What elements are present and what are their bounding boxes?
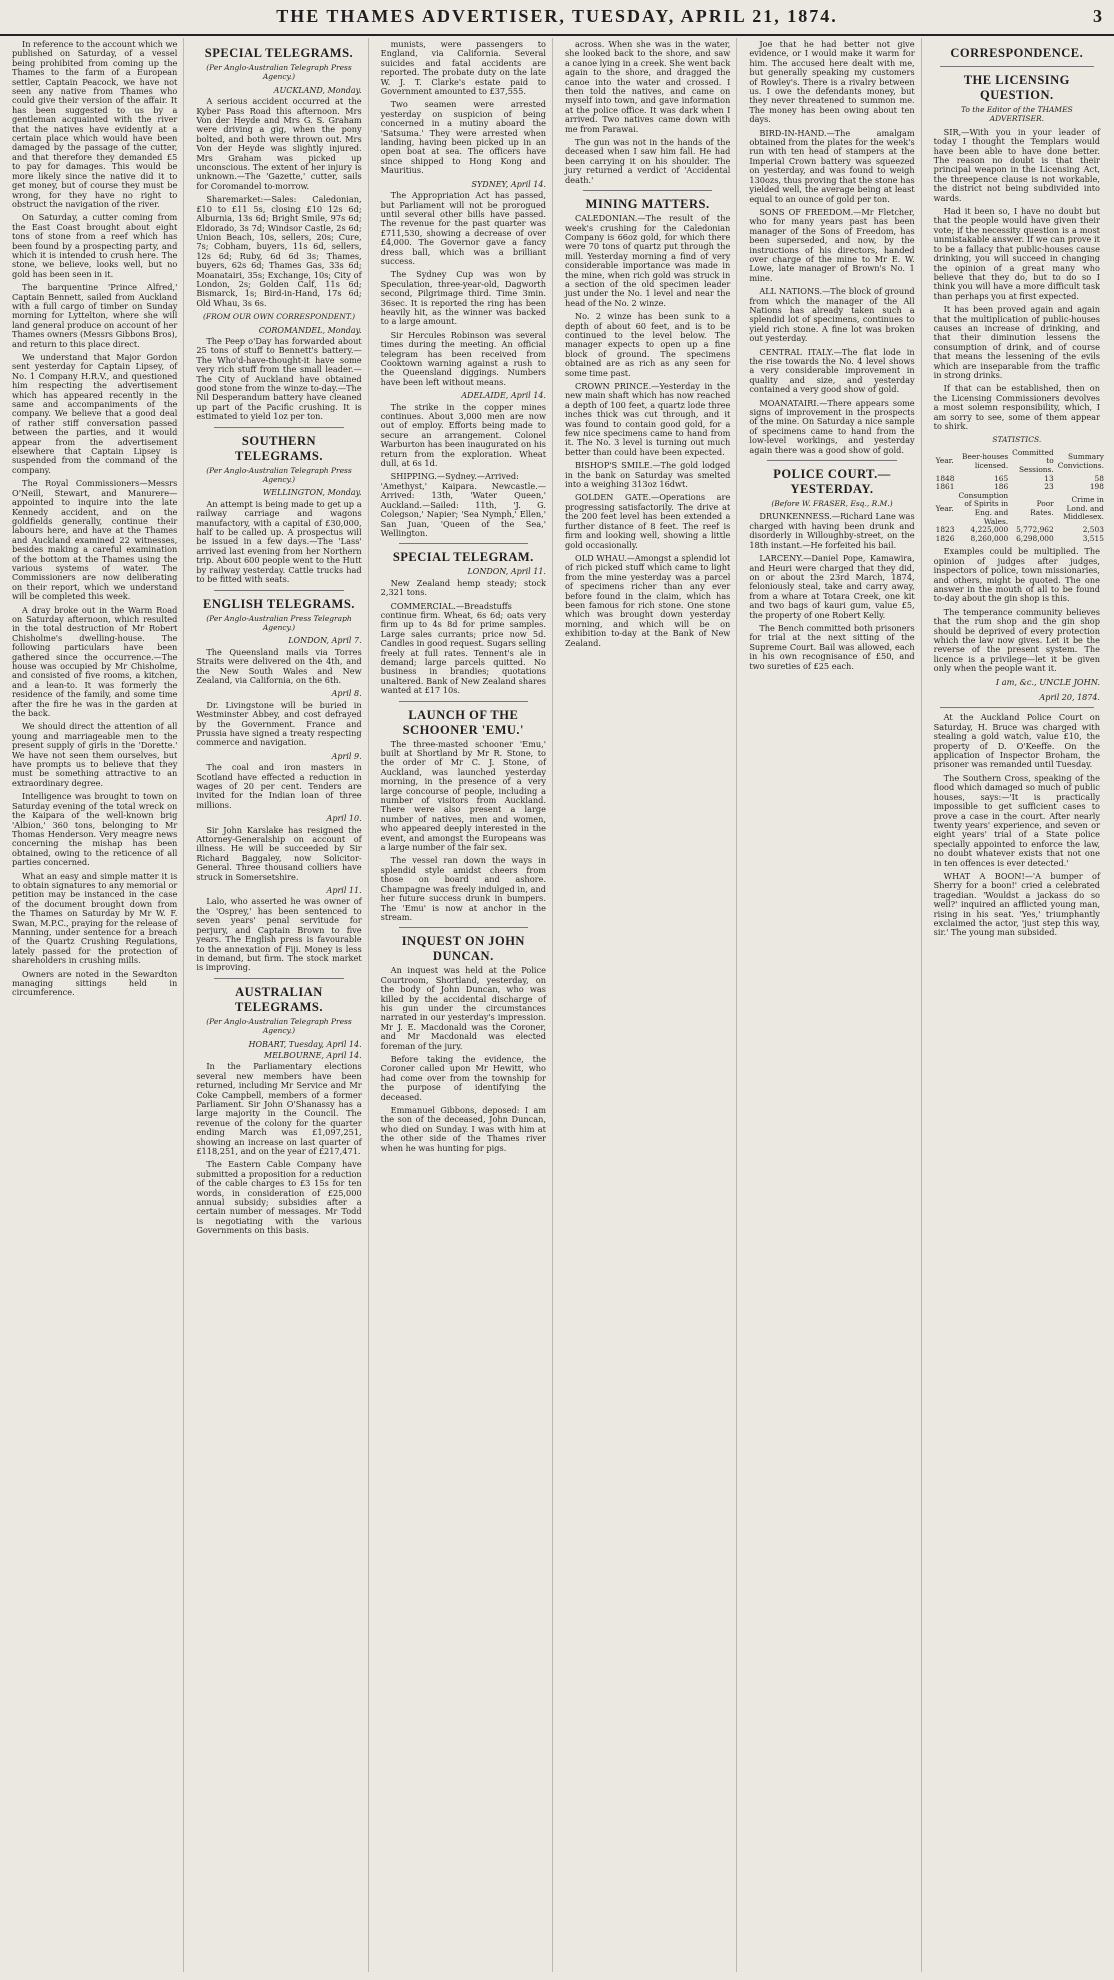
article-paragraph: The Eastern Cable Company have submitted a proposition for a reduction of the cable charges to £3 15s for ten words, in consideration of £25,000 annual subsidy; subsidies after a certain number of messages. Mr Todd is negotiating with the various Governments on this basis. [196,1159,362,1236]
table-header-cell: Poor Rates. [1030,499,1054,517]
table-cell: 4,225,000 [970,525,1009,535]
table-cell: 2,503 [1082,525,1104,535]
article-paragraph: Owners are noted in the Sewardton managing sittings held in circumference. [12,968,178,998]
article-paragraph: LARCENY.—Daniel Pope, Kamawira, and Heuri were charged that they did, on or about the 23rd March, 1874, feloniously steal, take and carry away, from a whare at Totara Creek, one kit and two bags of kauri gum, value £5, the property of one Robert Kelly. [749,553,915,620]
article-paragraph: Lalo, who asserted he was owner of the 'Osprey,' has been sentenced to seven years' penal servitude for perjury, and Captain Brown to five years. The English press is favourable to the annexation of Fiji. Money is less in demand, but firm. The stock market is improving. [196,896,362,973]
article-paragraph: We should direct the attention of all young and marriageable men to the present supply of girls in the 'Dorette.' We have not seen them ourselves, but have prompts us to believe that they must be something attractive to an extraordinary degree. [12,721,178,788]
article-paragraph: No. 2 winze has been sunk to a depth of about 60 feet, and is to be continued to the level below. The manager expects to open up a fine block of ground. The specimens obtained are as rich as any seen for some time past. [564,311,731,378]
table-cell: 8,260,000 [970,533,1009,543]
dateline: SYDNEY, April 14. [471,179,546,189]
columns [8,38,1106,1972]
section-subheading: (Per Anglo-Australian Telegraph Press Agency.) [206,63,352,82]
article-paragraph: The Royal Commissioners—Messrs O'Neill, Stewart, and Manurere—appointed to inquire into the late Kennedy accident, and on the goldfields generally, continue their labours here, and have at the Thames and Auckland examined 22 witnesses, besides making a careful examination of the bottom at the Thames using the various systems of water. The Commissioners are now deliberating on their report, which we understand will be completed this week. [12,478,178,602]
article-paragraph: MOANATAIRI.—There appears some signs of improvement in the prospects of the mine. On Saturday a nice sample of specimens came to hand from the low-level workings, and yesterday again there was a good show of gold. [749,397,915,455]
dateline: LONDON, April 7. [288,636,362,646]
article-paragraph: An inquest was held at the Police Courtroom, Shortland, yesterday, on the body of John Duncan, who was killed by the accidental discharge of his gun under the circumstances narrated in our yesterday's impression. Mr J. E. Macdonald was the Coroner, and Mr Macdonald was elected foreman of the jury. [380,965,546,1051]
article-paragraph: A serious accident occurred at the Kyber Pass Road this afternoon. Mrs Von der Heyde and Mrs G. S. Graham were driving a gig, when the pony bolted, and both were thrown out. Mrs Von der Heyde was slightly injured. Mrs Graham was picked up unconscious. The extent of her injury is unknown.—The 'Gazette,' cutter, sails for Coromandel to-morrow. [196,96,362,191]
page-title: THE THAMES ADVERTISER, TUESDAY, APRIL 21, 1874. [276,6,838,26]
article-paragraph: CROWN PRINCE.—Yesterday in the new main shaft which has now reached a depth of 100 feet, a quartz lode three inches thick was cut through, and it was found to contain good gold, for a few nice specimens came to hand from it. The No. 3 level is turning out much better than could have been expected. [564,381,731,457]
dateline: ADELAIDE, April 14. [461,391,546,401]
column-2 [192,38,368,1972]
divider [940,66,1094,67]
article-paragraph: SIR,—With you in your leader of today I thought the Templars would have been able to have done better. The reason no doubt is that their principal weapon in the Licensing Act, the threepence clause is not workable, the district not being subdivided into wards. [933,126,1100,203]
table-cell: 198 [1089,482,1104,492]
table-header-cell: Year. [935,503,954,513]
article-paragraph: What an easy and simple matter it is to obtain signatures to any memorial or petition may be instanced in the case of the document brought down from the Thames on Saturday by Mr W. F. Swan, M.P.C., praying for the release of Manning, under sentence for a breach of the Quartz Crushing Regulations, lately passed for the protection of shareholders in crushing mills. [12,870,178,966]
table-cell: 13 [1044,473,1054,483]
column-6 [930,38,1106,1972]
divider [767,460,896,461]
table-cell: 23 [1044,482,1054,492]
article-paragraph: Two seamen were arrested yesterday on suspicion of being concerned in a mutiny aboard the 'Satsuma.' They were arrested when landing, having been picked up in an open boat at sea. The officers have since shipped to Hong Kong and Mauritius. [380,99,546,176]
column-4 [561,38,737,1972]
section-subheading: (Per Anglo-Australian Press Telegraph Agency.) [206,613,352,632]
section-heading: CORRESPONDENCE. [950,46,1084,60]
article-paragraph: The vessel ran down the ways in splendid style amidst cheers from those on board and ashore. Champagne was freely indulged in, and her future success drunk in bumpers. The 'Emu' is now at anchor in the stream. [380,855,546,922]
table-cell: 1823 [935,525,955,535]
article-paragraph: An attempt is being made to get up a railway carriage and wagons manufactory, with a capital of £30,000, half to be called up. A prospectus will be issued in a few days.—The 'Lass' arrived last evening from her Northern trip. About 600 people went to the Hutt by railway yesterday. Cattle trucks had to be fitted with seats. [196,498,362,585]
article-paragraph: Sir John Karslake has resigned the Attorney-Generalship on account of illness. He will be succeeded by Sir Richard Baggaley, now Solicitor-General. Three thousand colliers have struck in Somersetshire. [196,824,362,882]
dateline: WELLINGTON, Monday. [262,488,362,498]
article-paragraph: OLD WHAU.—Amongst a splendid lot of rich picked stuff which came to light from the mine yesterday was a parcel of specimens richer than any ever before found in the claim, which has been famous for rich stone. One stone which was brought down yesterday morning, and which will be on exhibition to-day at the Bank of New Zealand. [564,552,731,648]
dateline: COROMANDEL, Monday. [258,325,362,335]
article-paragraph: The Southern Cross, speaking of the flood which damaged so much of public houses, says:—'It is practically impossible to get sufficient cases to prove a case in the court. After nearly twenty years' experience, and seven or eight years' trial of a State police specially appointed to enforce the law, no doubt whatever exists that not one in ten offences is ever detected.' [933,772,1100,868]
article-paragraph: COMMERCIAL.—Breadstuffs continue firm. Wheat, 6s 6d; oats very firm up to 4s 8d for prime samples. Large sales currants; price now 5d. Candles in good request. Sugars selling freely at full rates. Tennent's ale in demand; large parcels quitted. No business in brandies; quotations unaltered. Bank of New Zealand shares wanted at £17 10s. [380,600,546,696]
article-paragraph: We understand that Major Gordon sent yesterday for Captain Lipsey, of No. 1 Company H.R.V., and questioned him respecting the advertisement which has appeared recently in the same and accompaniments of the company. We believe that a good deal of rather stiff conversation passed between the parties, and it would appear from the advertisement elsewhere that Captain Lipsey is suspended from the command of the company. [12,352,178,475]
article-paragraph: The gun was not in the hands of the deceased when I saw him fall. He had been carrying it on his shoulder. The jury returned a verdict of 'Accidental death.' [564,137,731,185]
article-paragraph: If that can be established, then on the Licensing Commissioners devolves a most solemn responsibility, which, I am sorry to see, some of them appear to shirk. [933,383,1100,431]
article-paragraph: CENTRAL ITALY.—The flat lode in the rise towards the No. 4 level shows a very considerable improvement in quality and size, and yesterday contained a very good show of gold. [749,346,915,395]
table-header-cell: Crime in Lond. and Middlesex. [1063,495,1104,522]
article-paragraph: The temperance community believes that the rum shop and the gin shop should be deprived of every protection which the law now gives. Let it be the reverse of the present system. The licence is a privilege—let it be given only when the people want it. [933,606,1100,674]
article-paragraph: Sir Hercules Robinson was several times during the meeting. An official telegram has been received from Cooktown warning against a rush to the Queensland diggings. Numbers have been left without means. [380,329,546,387]
dateline: LONDON, April 11. [467,567,546,577]
dateline: AUCKLAND, Monday. [273,85,362,95]
dateline: April 8. [331,689,362,699]
article-paragraph: The barquentine 'Prince Alfred,' Captain Bennett, sailed from Auckland with a full cargo of timber on Sunday morning for Lyttelton, where she will land general produce on account of her Thames owners (Messrs Gibbons Bros), and return to this place direct. [12,282,178,349]
article-paragraph: across. When she was in the water, she looked back to the shore, and saw a canoe lying in a creek. She went back again to the shore, and dragged the canoe into the water and crossed. I then told the natives, and came on myself into town, and gave information at the police office. It was dark when I arrived. Two natives came down with me from Parawai. [564,39,731,134]
page-number: 3 [1093,6,1102,26]
dateline: MELBOURNE, April 14. [263,1050,362,1060]
article-paragraph: It has been proved again and again that the multiplication of public-houses causes an increase of drinking, and that their diminution lessens the consumption of drink, and of course that means the lessening of the evils which are inseparable from the traffic in strong drinks. [933,304,1100,380]
divider [583,190,712,191]
table-header-cell: Beer-houses licensed. [962,452,1009,470]
article-paragraph: ALL NATIONS.—The block of ground from which the manager of the All Nations has already taken such a splendid lot of specimens, continues to yield rich stone. A fine lot was broken out yesterday. [749,286,915,344]
table-row [934,535,1106,544]
dateline: HOBART, Tuesday, April 14. [248,1039,362,1049]
article-paragraph: New Zealand hemp steady; stock 2,321 tons. [380,577,546,598]
table-cell: 165 [994,473,1009,483]
section-heading: ENGLISH TELEGRAMS. [203,596,355,611]
article-paragraph: Intelligence was brought to town on Saturday evening of the total wreck on the Kaipara of the well-known brig 'Albion,' 360 tons, belonging to Mr Thomas Henderson. Very meagre news concerning the mishap has been obtained, owing to the reticence of all parties concerned. [12,791,178,868]
section-heading: SOUTHERN TELEGRAMS. [234,433,323,463]
divider [214,590,343,591]
table-cell: 186 [994,482,1009,492]
table-cell: 5,772,962 [1016,525,1054,535]
section-heading: LAUNCH OF THE SCHOONER 'EMU.' [402,707,525,737]
table-cell: 1848 [935,473,955,483]
table-cell: 6,298,000 [1016,533,1054,543]
section-heading: THE LICENSING QUESTION. [963,73,1070,102]
article-paragraph: In the Parliamentary elections several new members have been returned, including Mr Service and Mr Coke Campbell, members of a former Parliament. Sir John O'Shanassy has a large majority in the Council. The revenue of the colony for the quarter ending March was £1,097,251, showing an increase on last quarter of £118,251, and on the year of £217,471. [196,1061,362,1156]
article-paragraph: In reference to the account which we published on Saturday, of a vessel being prohibited from coming up the Thames to the farm of a European settler, Captain Peacock, we have not seen any native from Thames who could give their version of the affair. It has been suggested to us by a gentleman acquainted with the river that the natives have evidently at a certain place which would have been damaged by the passage of the cutter, and that therefore they demanded £5 to pay for damages. This would be more likely since the native did it to get money, but of course they must be wrong, for they have no right to obstruct the navigation of the river. [12,39,178,209]
letter-signature: I am, &c., UNCLE JOHN. [995,676,1100,687]
section-subheading: (Per Anglo-Australian Telegraph Press Agency.) [206,465,352,485]
column-3 [377,38,553,1972]
article-paragraph: Had it been so, I have no doubt but that the people would have given their vote; if the necessity question is a most unmistakable answer. If we can prove it to be a fallacy that public-houses cause drinking, you will succeed in changing the opinion of a great many who believe that they do, but to do so I think you will have a more difficult task than perhaps you at first expected. [933,206,1100,301]
statistics-table [934,449,1106,544]
article-paragraph: Joe that he had better not give evidence, or I would make it warm for him. The accused here dealt with me, but generally speaking my customers of Rowley's. There is a rivalry between us. I owe the defendants money, but they never threatened to summon me. The money has been owing about ten days. [749,39,915,125]
section-heading: SPECIAL TELEGRAM. [392,550,534,565]
article-paragraph: BISHOP'S SMILE.—The gold lodged in the bank on Saturday was smelted into a weighing 313oz 16dwt. [564,460,731,490]
section-heading: MINING MATTERS. [585,197,710,212]
section-subheading: To the Editor of the THAMES ADVERTISER. [960,105,1073,124]
table-cell: 1826 [935,533,955,543]
article-paragraph: SONS OF FREEDOM.—Mr Fletcher, who for many years past has been manager of the Sons of Freedom, has been superseded, and now, by the instructions of his directors, handed over charge of the mine to Mr E. W. Lowe, late manager of Brown's No. 1 mine. [749,206,915,283]
article-paragraph: CALEDONIAN.—The result of the week's crushing for the Caledonian Company is 66oz gold, for which there were 70 tons of quartz put through the mill. Yesterday morning a find of very considerable importance was made in the mine, when rich gold was struck in a section of the old specimen leader just under the No. 1 level and near the head of the No. 2 winze. [564,213,731,308]
article-paragraph: The Sydney Cup was won by Speculation, three-year-old, Dagworth second, Pilgrimage third. Time 3min. 36sec. It is reported the ring has been heavily hit, as the winner was backed to a large amount. [380,269,546,327]
article-paragraph: The Peep o'Day has forwarded about 25 tons of stuff to Bennett's battery.—The Who'd-have-thought-it have some very rich stuff from the small leader.—The City of Auckland have obtained good stone from the winze to-day.—The Nil Desperandum battery have cleaned up part of the Pacific crushing. It is estimated to yield 1oz per ton. [196,335,362,422]
article-paragraph: DRUNKENNESS.—Richard Lane was charged with having been drunk and disorderly in Willoughby-street, on the 18th instant.—He forfeited his bail. [749,511,915,550]
divider [940,707,1094,708]
article-paragraph: Sharemarket:—Sales: Caledonian, £10 to £11 5s, closing £10 12s 6d; Alburnia, 13s 6d; Bright Smile, 97s 6d; Eldorado, 3s 7d; Windsor Castle, 2s 6d; Union Beach, 10s, sellers, 20s; Cure, 7s; Cobham, buyers, 11s 6d, sellers, 12s 6d; Ruby, 6d 6d 3s; Thames, buyers, 62s 6d; Thames Gas, 33s 6d; Moanatairi, 35s; Exchange, 10s; City of London, 2s; Golden Calf, 11s 6d; Bismarck, 1s; Bird-in-Hand, 17s 6d; Old Whau, 3s 6s. [196,194,362,308]
dateline: April 9. [331,751,362,761]
section-heading: INQUEST ON JOHN DUNCAN. [401,934,525,964]
table-header-row [934,492,1106,526]
article-paragraph: WHAT A BOON!—'A bumper of Sherry for a boon!' cried a celebrated tragedian. 'Wouldst a jackass do so well?' inquired an afflicted young man, rising in his seat. 'Yes,' triumphantly exclaimed the actor, 'just step this way, sir.' The young man subsided. [933,870,1100,938]
table-cell: 58 [1094,473,1104,483]
article-paragraph: GOLDEN GATE.—Operations are progressing satisfactorily. The drive at the 200 feet level has been extended a further distance of 8 feet. The reef is firm and looking well, showing a little gold occasionally. [564,492,731,550]
dateline: April 20, 1874. [1039,693,1100,703]
article-paragraph: The coal and iron masters in Scotland have effected a reduction in wages of 20 per cent. Tenders are invited for the Indian loan of three millions. [196,762,362,810]
article-paragraph: A dray broke out in the Warm Road on Saturday afternoon, which resulted in the total destruction of Mr Robert Chisholme's dwelling-house. The following particulars have been gathered since the occurrence.—The house was occupied by Mr Chisholme, and consisted of five rooms, a kitchen, and a lean-to. It was formerly the residence of the family, and some time after the fire he was in the garden at the back. [12,604,178,719]
divider [399,701,528,702]
article-paragraph: BIRD-IN-HAND.—The amalgam obtained from the plates for the week's run with ten head of stampers at the Imperial Crown battery was squeezed on yesterday, and was found to weigh 130ozs, thus proving that the stone has yielded well, the average being at least equal to an ounce of gold per ton. [749,127,915,204]
divider [399,543,528,544]
article-paragraph: The three-masted schooner 'Emu,' built at Shortland by Mr R. Stone, to the order of Mr C. J. Stone, of Auckland, was launched yesterday morning, in the presence of a very large concourse of people, including a number of visitors from Auckland. There were also present a large number of natives, men and women, who appeared deeply interested in the event, and amongst the Europeans was a large number of the fair sex. [380,738,546,853]
section-heading: POLICE COURT.—YESTERDAY. [773,467,891,497]
article-paragraph: Before taking the evidence, the Coroner called upon Mr Hewitt, who had come over from the township for the purpose of identifying the deceased. [380,1053,546,1102]
column-1 [8,38,184,1972]
section-heading: SPECIAL TELEGRAMS. [204,46,354,60]
masthead [0,0,1114,36]
article-paragraph: On Saturday, a cutter coming from the East Coast brought about eight tons of stone from a reef which has been found by a prospecting party, and which it is intended to crush here. The stone, we believe, looks well, but no gold has been seen in it. [12,212,178,279]
article-paragraph: munists, were passengers to England, via California. Several suicides and fatal accidents are reported. The probate duty on the late W. J. T. Clarke's estate paid to Government amounted to £37,555. [380,39,546,97]
table-header-cell: Summary Convictions. [1057,452,1104,470]
article-paragraph: The Queensland mails via Torres Straits were delivered on the 4th, and the New South Wales and New Zealand, via California, on the 6th. [196,646,362,685]
table-header-cell: Year. [935,456,954,466]
dateline: April 10. [326,814,362,824]
section-heading: AUSTRALIAN TELEGRAMS. [234,984,323,1014]
table-header-row [934,449,1106,475]
article-paragraph: SHIPPING.—Sydney.—Arrived: 'Amethyst,' Kaipara. Newcastle.—Arrived: 13th, 'Water Queen,' Auckland.—Sailed: 11th, 'J. G. Colegson,' Napier; 'Sea Nymph,' Ellen,' San Juan, 'Queen of the Sea,' Wellington. [380,471,546,538]
column-5 [745,38,921,1972]
article-paragraph: At the Auckland Police Court on Saturday, H. Bruce was charged with stealing a gold watch, value £10, the property of D. O'Keeffe. On the application of Inspector Broham, the prisoner was remanded until Tuesday. [933,712,1100,770]
table-row [934,475,1106,484]
table-header-cell: Consumption of Spirits in Eng. and Wales. [958,490,1009,526]
section-subheading: (Per Anglo-Australian Telegraph Press Agency.) [206,1016,352,1036]
divider [214,978,343,979]
divider [214,427,343,428]
table-cell: 3,515 [1082,533,1104,543]
section-subheading: (Before W. FRASER, Esq., R.M.) [771,499,893,509]
dateline: April 11. [326,886,362,896]
statistics-title: STATISTICS. [992,435,1042,445]
table-cell: 1861 [935,482,955,492]
article-paragraph: The strike in the copper mines continues. About 3,000 men are now out of employ. Efforts being made to secure an arrangement. Colonel Warburton has been inaugurated on his return from the exploration. Wheat dull, at 6s 1d. [380,401,546,469]
article-paragraph: The Appropriation Act has passed, but Parliament will not be prorogued until several other bills have passed. The revenue for the past quarter was £711,530, showing a decrease of over £4,000. The Governor gave a fancy dress ball, which was a brilliant success. [380,190,546,266]
section-subheading: (FROM OUR OWN CORRESPONDENT.) [202,312,356,322]
article-paragraph: The Bench committed both prisoners for trial at the next sitting of the Supreme Court. Bail was allowed, each in his own recognisance of £50, and two sureties of £25 each. [749,622,915,671]
divider [399,927,528,928]
table-header-cell: Committed to Sessions. [1012,447,1054,474]
article-paragraph: Dr. Livingstone will be buried in Westminster Abbey, and cost defrayed by the Government. France and Prussia have signed a treaty respecting commerce and navigation. [196,699,362,748]
article-paragraph: Examples could be multiplied. The opinion of judges after judges, inspectors of police, town missionaries, and others, might be quoted. The one answer in the mouth of all to be found to-day about the gin shop is this. [933,546,1100,604]
article-paragraph: Emmanuel Gibbons, deposed: I am the son of the deceased, John Duncan, who died on Sunday. I was with him at the other side of the Thames river when he was hunting for pigs. [380,1105,546,1153]
